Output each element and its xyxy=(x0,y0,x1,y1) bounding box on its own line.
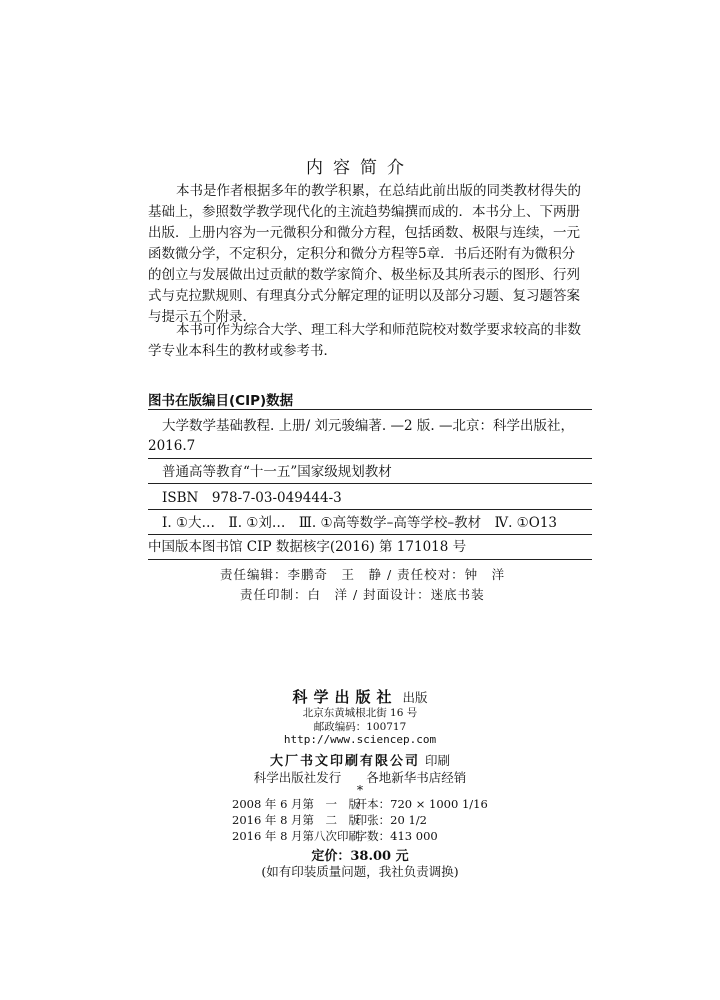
word-count: 字数：413 000 xyxy=(355,829,438,843)
cip-divider xyxy=(148,559,592,560)
cip-series: 普通高等教育“十一五”国家级规划教材 xyxy=(162,464,392,480)
edition-1: 2008 年 6 月第 一 版 xyxy=(232,797,361,811)
summary-line: 与提示五个附录． xyxy=(148,309,256,325)
credits-editors: 责任编辑：李鹏奇 王 静 / 责任校对：钟 洋 xyxy=(220,567,506,582)
cip-divider xyxy=(148,409,592,410)
printer-line xyxy=(0,750,720,769)
publisher-url: http://www.sciencep.com xyxy=(283,733,437,746)
quality-note: (如有印装质量问题，我社负责调换) xyxy=(261,864,459,879)
edition-2: 2016 年 8 月第 二 版 xyxy=(232,813,361,827)
summary-paragraph-2 xyxy=(148,320,588,362)
cip-library-number: 中国版本图书馆 CIP 数据核字(2016) 第 171018 号 xyxy=(148,539,467,555)
summary-line: 函数微分学，不定积分，定积分和微分方程等5章．书后还附有为微积分 xyxy=(148,246,576,262)
cip-divider xyxy=(148,458,592,459)
print-info xyxy=(232,796,488,844)
printer-prints: 印刷 xyxy=(425,753,451,768)
publisher-name: 科学出版社 xyxy=(292,688,398,706)
summary-line: 的创立与发展做出过贡献的数学家简介、极坐标及其所表示的图形、行列 xyxy=(148,267,580,283)
summary-line: 出版．上册内容为一元微积分和微分方程，包括函数、极限与连续，一元 xyxy=(148,225,580,241)
summary-line: 本书是作者根据多年的教学积累，在总结此前出版的同类教材得失的 xyxy=(176,183,581,199)
publisher-line xyxy=(0,686,720,707)
cip-isbn: ISBN 978-7-03-049444-3 xyxy=(162,490,342,506)
summary-line: 本书可作为综合大学、理工科大学和师范院校对数学要求较高的非数 xyxy=(176,322,581,338)
printing: 2016 年 8 月第八次印刷 xyxy=(232,829,361,843)
publisher-postcode: 邮政编码：100717 xyxy=(313,721,407,733)
cip-title: 图书在版编目(CIP)数据 xyxy=(148,393,294,409)
summary-line: 学专业本科生的教材或参考书． xyxy=(148,343,337,359)
cip-book-line: 大学数学基础教程. 上册/ 刘元骏编著. —2 版. —北京：科学出版社， xyxy=(162,418,574,434)
summary-title: 内容简介 xyxy=(306,158,414,178)
distribution-line: 科学出版社发行 各地新华书店经销 xyxy=(253,770,467,785)
cip-divider xyxy=(148,483,592,484)
credits-production: 责任印制：白 洋 / 封面设计：迷底书装 xyxy=(240,587,485,602)
cip-divider xyxy=(148,534,592,535)
price: 定价：38.00 元 xyxy=(311,849,409,864)
cip-book-line: 2016.7 xyxy=(148,438,196,454)
cip-classification: Ⅰ. ①大… Ⅱ. ①刘… Ⅲ. ①高等数学–高等学校–教材 Ⅳ. ①O13 xyxy=(162,515,557,531)
format: 开本：720 × 1000 1/16 xyxy=(355,797,488,811)
cip-divider xyxy=(148,509,592,510)
separator-asterisk: * xyxy=(356,782,364,797)
sheets: 印张：20 1/2 xyxy=(355,813,427,827)
publisher-address: 北京东黄城根北街 16 号 xyxy=(302,707,418,719)
summary-line: 式与克拉默规则、有理真分式分解定理的证明以及部分习题、复习题答案 xyxy=(148,288,580,304)
summary-line: 基础上，参照数学教学现代化的主流趋势编撰而成的．本书分上、下两册 xyxy=(148,204,580,220)
printer-name: 大厂书文印刷有限公司 xyxy=(269,754,420,769)
summary-paragraph-1 xyxy=(148,181,588,328)
publisher-publishes: 出版 xyxy=(402,690,428,705)
